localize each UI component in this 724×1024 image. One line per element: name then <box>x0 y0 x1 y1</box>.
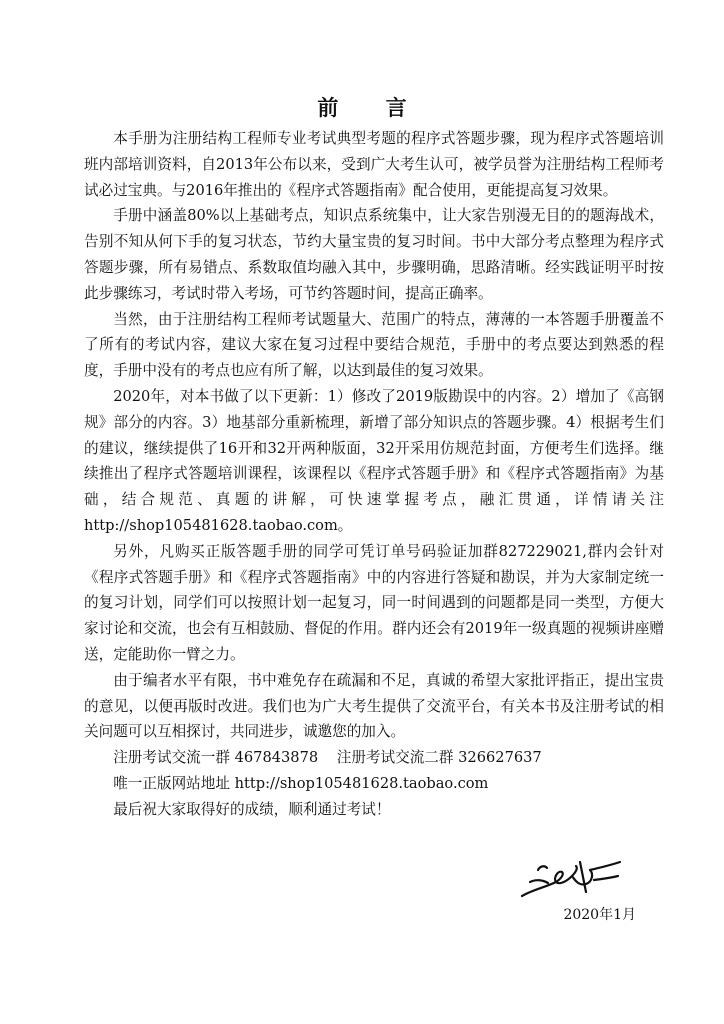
preface-body <box>84 126 664 823</box>
closing-line: 最后祝大家取得好的成绩，顺利通过考试！ <box>113 800 391 818</box>
paragraph-feedback: 由于编者水平有限，书中难免存在疏漏和不足，真诚的希望大家批评指正，提出宝贵的意见，以便再版时改进。我们也为广大考生提供了交流平台，有关本书及注册考试的相关问题可以互相探讨，共同进步，诚邀您的加入。 <box>84 671 664 741</box>
paragraph-updates: 2020年，对本书做了以下更新：1）修改了2019版勘误中的内容。2）增加了《高钢规》部分的内容。3）地基部分重新梳理，新增了部分知识点的答题步骤。4）根据考生们的建议，继续提供了16开和32开两种版面，32开采用仿规范封面，方便考生们选择。继续推出了程序式答题培训课程，该课程以《程序式答题手册》和《程序式答题指南》为基础，结合规范、真题的讲解，可快速掌握考点，融汇贯通，详情请关注http://shop105481628.taobao.com。 <box>84 387 664 534</box>
handwritten-signature <box>516 852 626 900</box>
group1-label: 注册考试交流一群 <box>113 749 230 767</box>
group1-number: 467843878 <box>234 749 319 767</box>
date: 2020年1月 <box>563 907 636 923</box>
official-site-line <box>84 771 664 797</box>
paragraph-coverage: 手册中涵盖80%以上基础考点，知识点系统集中，让大家告别漫无目的的题海战术，告别不知从何下手的复习状态，节约大量宝贵的复习时间。书中大部分考点整理为程序式答题步骤，所有易错点、系数取值均融入其中，步骤明确，思路清晰。经实践证明平时按此步骤练习，考试时带入考场，可节约答题时间，提高正确率。 <box>84 207 664 302</box>
page-title: 前 言 <box>317 95 427 120</box>
paragraph-intro: 本手册为注册结构工程师专业考试典型考题的程序式答题步骤，现为程序式答题培训班内部培训资料，自2013年公布以来，受到广大考生认可，被学员誉为注册结构工程师考试必过宝典。与2016年推出的《程序式答题指南》配合使用，更能提高复习效果。 <box>84 130 664 199</box>
official-site-url: http://shop105481628.taobao.com <box>234 774 489 792</box>
contact-groups-line <box>84 745 664 771</box>
official-site-label: 唯一正版网站地址 <box>113 774 230 792</box>
paragraph-group: 另外，凡购买正版答题手册的同学可凭订单号码验证加群827229021,群内会针对《程序式答题手册》和《程序式答题指南》中的内容进行答疑和勘误，并为大家制定统一的复习计划，同学们可以按照计划一起复习，同一时间遇到的问题都是同一类型，方便大家讨论和交流，也会有互相鼓励、督促的作用。群内还会有2019年一级真题的视频讲座赠送，定能助你一臂之力。 <box>84 542 664 663</box>
group2-label: 注册考试交流二群 <box>336 749 454 767</box>
group2-number: 326627637 <box>458 749 542 767</box>
paragraph-scope: 当然，由于注册结构工程师考试题量大、范围广的特点，薄薄的一本答题手册覆盖不了所有的考试内容，建议大家在复习过程中要结合规范，手册中的考点要达到熟悉的程度，手册中没有的考点也应有所了解，以达到最佳的复习效果。 <box>84 310 664 380</box>
